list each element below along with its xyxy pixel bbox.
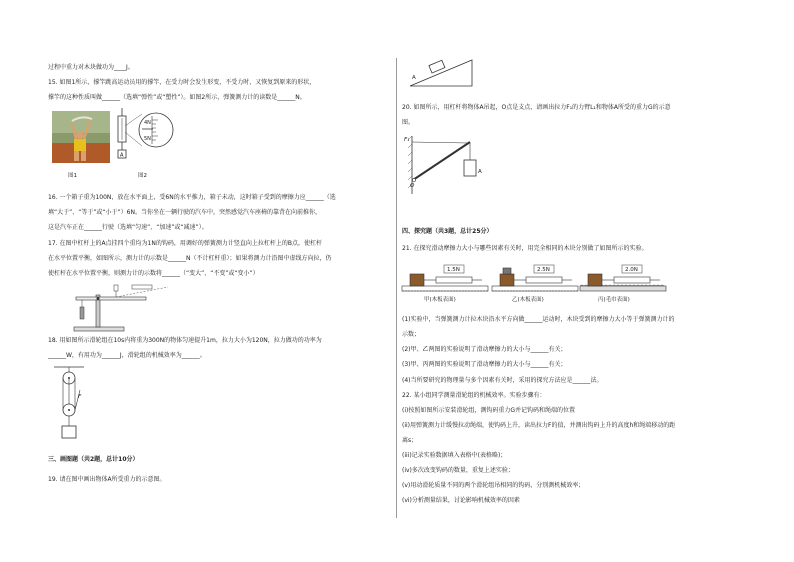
section-4-heading: 四、探究题（共3题，总计25分）	[402, 228, 493, 235]
question-22-step-2: 离s；	[402, 437, 418, 444]
friction-experiment-3	[580, 264, 666, 294]
question-15-text: 15. 如图1所示，撑竿跳高运动员用的撑竿，在受力时会发生形变，不受力时，又恢复到原来的形状，	[48, 79, 316, 86]
question-21-part-4: (4)当所要研究的物理量与多个因素有关时，采用的探究方法应是______法。	[402, 377, 603, 384]
question-22-step-4: (iv)多次改变钩码的数量，重复上述实验；	[402, 467, 514, 474]
svg-text:A: A	[120, 152, 124, 159]
question-21-text: 21. 在探究滑动摩擦力大小与哪些因素有关时，用完全相同的木块分别做了如图所示的实验。	[402, 245, 648, 252]
experiment-3-caption: 丙(毛巾表面)	[598, 297, 630, 303]
question-22-text: 22. 某小组同学测量滑轮组的机械效率。实验步骤有：	[402, 392, 546, 399]
friction-experiment-1	[402, 264, 488, 294]
lever-stand-diagram	[72, 285, 192, 333]
pole-vault-photo	[52, 111, 110, 163]
question-18-text: ______W，有用功为______J，滑轮组的机械效率为______。	[48, 352, 206, 359]
experiment-2-caption: 乙(木板表面)	[512, 297, 544, 303]
question-22-step-3: (iii)记录实验数据填入表格中(表格略)；	[402, 452, 507, 459]
pulley-system-diagram	[54, 366, 94, 446]
experiment-2-force: 2.5N	[537, 267, 550, 273]
figure-1-caption: 图1	[68, 173, 77, 179]
experiment-1-caption: 甲(木板表面)	[424, 297, 456, 303]
question-19-text: 19. 请在图中画出物体A所受重力的示意图。	[48, 476, 166, 483]
question-21-part-1: (1)实验中，当弹簧测力计拉木块沿水平方向做______运动时，木块受到的摩擦力大小等于弹簧测力计的	[402, 316, 675, 323]
figure-2-caption: 图2	[138, 173, 147, 179]
question-20-text: 图。	[402, 119, 415, 126]
question-17-text: 使杠杆在水平位置平衡，则测力计的示数将______（“变大”、“不变”或“变小”）	[48, 270, 259, 277]
question-17-text: 在水平位置平衡，如图所示，测力计的示数是______N（不计杠杆重）；如果将测力计沿图中虚线方向拉，仍	[48, 255, 332, 262]
question-21-part-1: 示数；	[402, 331, 421, 338]
friction-experiment-2	[492, 264, 578, 294]
question-22-step-5: (v)用动滑轮质量不同的两个滑轮组吊相同的钩码，分别测机械效率；	[402, 482, 585, 489]
question-22-step-2: (ii)用弹簧测力计缓慢拉动绳端，使钩码上升，读出拉力F的值，并测出钩码上升的高度h和绳端移动的距	[402, 422, 676, 429]
lever-wall-diagram	[406, 136, 498, 196]
scale-label-4n: 4N	[144, 120, 151, 126]
question-15-text: 撑竿的这种性质叫做______（选填“弹性”或“塑性”）。如图2所示，弹簧测力计的读数是______N。	[48, 94, 306, 101]
incline-label-a: A	[412, 75, 416, 81]
question-22-step-1: (i)按照如图所示安装滑轮组，测钩码重力G并记钩码和绳端的位置	[402, 407, 575, 414]
pulley-force-label: F	[78, 394, 82, 400]
lever-object-label: A	[478, 169, 482, 175]
question-20-text: 20. 如图所示，用杠杆将物体A吊起，O点是支点，请画出拉力F₁的力臂L₁和物体A所受的重力G的示意	[402, 104, 671, 111]
scale-label-5n: 5N	[144, 136, 151, 142]
question-16-text: 填“大于”、“等于”或“小于”）6N。当你坐在一辆行驶的汽车中，突然感觉汽车座椅的靠背在向前推你，	[48, 209, 321, 216]
incline-diagram	[410, 58, 480, 88]
lever-force-label: F₁	[404, 137, 410, 143]
experiment-3-force: 2.0N	[625, 267, 638, 273]
experiment-1-force: 1.5N	[447, 267, 460, 273]
section-3-heading: 三、画图题（共2题，总计10分）	[48, 456, 139, 463]
question-22-step-6: (vi)分析测量结果，讨论影响机械效率的因素	[402, 497, 520, 504]
lever-pivot-label: O	[410, 183, 415, 189]
question-21-part-2: (2)甲、乙两图的实验说明了滑动摩擦力的大小与______有关；	[402, 346, 567, 353]
question-text: 过程中重力对木块做功为____J。	[48, 64, 134, 71]
question-16-text: 这是汽车正在______行驶（选填“匀速”、“加速”或“减速”）。	[48, 224, 208, 231]
question-21-part-3: (3)甲、丙两图的实验说明了滑动摩擦力的大小与______有关；	[402, 361, 567, 368]
column-divider	[396, 58, 397, 518]
question-16-text: 16. 一个箱子重为100N，放在水平面上，受6N的水平推力，箱子未动，这时箱子受到的摩擦力应______（选	[48, 194, 336, 201]
question-17-text: 17. 在图中杠杆上的A点挂四个重均为1N的钩码，用调好的弹簧测力计竖直向上拉杠杆上的B点，使杠杆	[48, 240, 322, 247]
question-18-text: 18. 用如图所示滑轮组在10s内将重为300N的物体匀速提升1m，拉力大小为120N，拉力做功的功率为	[48, 337, 322, 344]
